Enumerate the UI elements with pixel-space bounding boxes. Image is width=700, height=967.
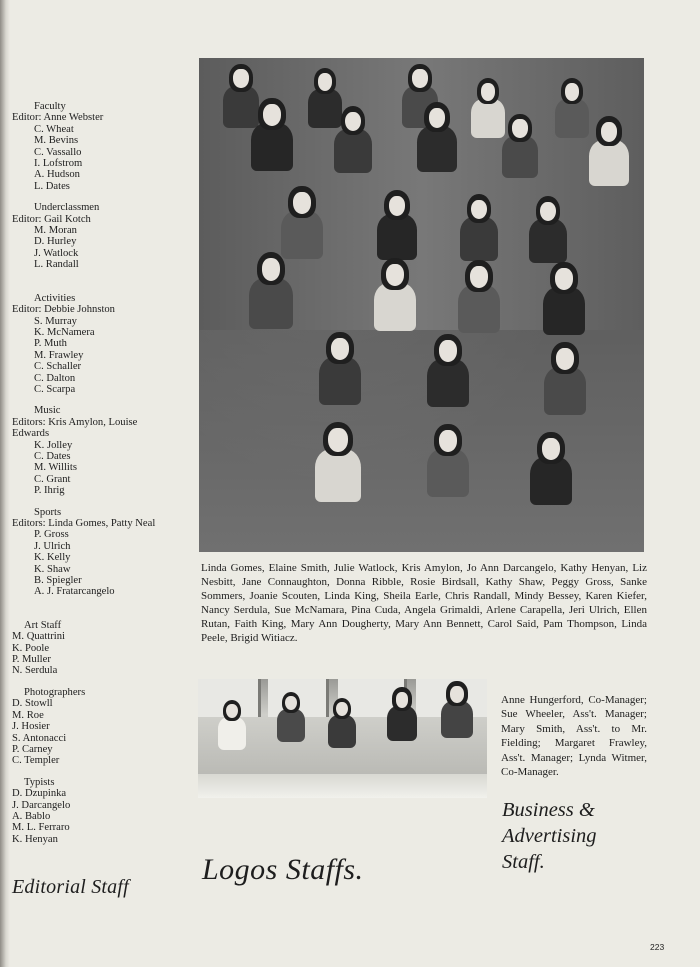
person-body <box>374 283 416 331</box>
person-face <box>542 438 560 460</box>
staff-member-name: J. Hosier <box>12 721 50 733</box>
person-body <box>555 99 589 139</box>
staff-member-name: M. Roe <box>12 709 44 721</box>
page-number: 223 <box>650 942 665 952</box>
photo-desk <box>198 774 487 798</box>
staff-section-title: Sports <box>34 506 62 518</box>
staff-member-name: C. Wheat <box>34 123 74 135</box>
staff-section-names <box>10 698 200 766</box>
staff-section <box>10 777 200 845</box>
staff-member-name: A. J. Fratarcangelo <box>34 586 115 598</box>
staff-section-editor: Editors: Kris Amylon, Louise Edwards <box>12 416 138 440</box>
staff-member-name: M. L. Ferraro <box>12 822 70 834</box>
staff-member-name: P. Ihrig <box>34 485 65 497</box>
person-body <box>377 214 417 260</box>
staff-member-name: I. Lofstrom <box>34 158 83 170</box>
person-body <box>249 278 293 329</box>
page-binding-shadow <box>0 0 10 967</box>
staff-section-names <box>10 529 200 597</box>
staff-member-name: S. Antonacci <box>12 732 67 744</box>
staff-member-name: D. Hurley <box>34 236 77 248</box>
staff-section <box>10 507 200 598</box>
staff-section-names <box>10 788 200 845</box>
person-body <box>328 715 357 748</box>
person-body <box>315 449 361 502</box>
person-face <box>439 340 457 362</box>
person-body <box>387 706 417 741</box>
staff-member-name: P. Gross <box>34 529 69 541</box>
staff-member-name: S. Murray <box>34 315 77 327</box>
person-body <box>589 140 629 186</box>
person-body <box>529 219 567 263</box>
staff-member-name: L. Dates <box>34 180 70 192</box>
person-body <box>319 357 361 405</box>
person-body <box>417 126 457 172</box>
staff-section-names <box>10 631 200 677</box>
staff-member-name: J. Ulrich <box>34 540 71 552</box>
staff-member-name: K. McNamera <box>34 326 95 338</box>
staff-member-name: C. Dalton <box>34 372 76 384</box>
person-face <box>293 192 311 214</box>
person-body <box>308 89 342 129</box>
staff-section-title: Faculty <box>34 101 66 112</box>
person-face <box>396 692 409 708</box>
staff-section <box>10 405 200 496</box>
person-face <box>556 348 574 370</box>
person-body <box>251 123 293 171</box>
business-title-line: Advertising <box>502 825 597 847</box>
staff-section-title: Photographers <box>24 686 86 698</box>
staff-section-title: Underclassmen <box>34 202 100 214</box>
person-body <box>441 701 473 738</box>
person-body <box>218 717 247 750</box>
staff-section <box>10 293 200 396</box>
business-staff-title <box>502 797 672 875</box>
staff-member-name: P. Carney <box>12 743 53 755</box>
staff-member-name: P. Muller <box>12 654 51 666</box>
staff-member-name: C. Grant <box>34 473 71 485</box>
person-body <box>544 367 586 415</box>
editorial-staff-heading: Editorial Staff <box>12 876 129 898</box>
staff-member-name: C. Templer <box>12 755 60 767</box>
person-face <box>263 104 281 126</box>
person-face <box>331 338 349 360</box>
staff-section-editor: Editor: Gail Kotch <box>12 213 91 225</box>
staff-member-name: K. Kelly <box>34 552 71 564</box>
staff-member-name: K. Henyan <box>12 833 58 845</box>
staff-member-name: M. Moran <box>34 225 77 237</box>
staff-member-name: C. Dates <box>34 450 71 462</box>
logos-staffs-title: Logos Staffs. <box>202 853 364 886</box>
logos-staff-group-photo <box>199 58 644 552</box>
person-body <box>502 136 538 178</box>
business-staff-photo <box>198 679 487 798</box>
staff-section-editor: Editor: Debbie Johnston <box>12 304 115 316</box>
editorial-staff-list <box>10 101 200 845</box>
staff-member-name: M. Quattrini <box>12 631 65 643</box>
person-body <box>460 217 498 261</box>
staff-member-name: C. Vassallo <box>34 146 82 158</box>
person-face <box>450 686 464 703</box>
person-face <box>386 264 404 286</box>
person-face <box>481 83 495 101</box>
person-body <box>334 129 372 173</box>
person-face <box>565 83 579 101</box>
staff-member-name: A. Bablo <box>12 810 51 822</box>
person-face <box>233 69 248 88</box>
person-face <box>412 69 427 88</box>
staff-member-name: J. Darcangelo <box>12 799 71 811</box>
person-face <box>318 73 332 91</box>
staff-member-name: K. Shaw <box>34 563 71 575</box>
staff-member-name: B. Spiegler <box>34 575 82 587</box>
person-body <box>223 86 259 128</box>
staff-member-name: D. Stowll <box>12 698 53 710</box>
person-body <box>458 285 500 333</box>
person-face <box>555 268 573 290</box>
staff-section <box>10 202 200 270</box>
staff-section-names <box>10 225 200 271</box>
staff-member-name: A. Hudson <box>34 169 80 181</box>
person-face <box>328 428 347 452</box>
group-photo-caption: Linda Gomes, Elaine Smith, Julie Watlock, Kris Amylon, Jo Ann Darcangelo, Kathy Henyan, Liz Nesbitt, Jane Connaughton, Donna Ribble, Rosie Birdsall, Kathy Shaw, Peggy Gross, Sanke Sommers, Joanie Scouten, Linda King, Sheila Earle, Chris Randall, Mindy Bessey, Karen Kiefer, Nancy Serdula, Sue McNamara, Pina Cuda, Angela Grimaldi, Arlene Carapella, Jeri Ulrich, Ellen Rutan, Faith King, Mary Ann Dougherty, Mary Ann Bennett, Carol Said, Pam Thompson, Linda Peele, Brigid Witiacz. <box>201 562 647 644</box>
person-body <box>277 709 306 742</box>
staff-section <box>10 620 200 677</box>
staff-section-editor: Editors: Linda Gomes, Patty Neal <box>12 518 156 529</box>
staff-member-name: K. Jolley <box>34 439 73 451</box>
staff-member-name: M. Willits <box>34 462 77 474</box>
staff-member-name: P. Muth <box>34 338 67 350</box>
person-body <box>543 287 585 335</box>
staff-member-name: C. Scarpa <box>34 383 76 395</box>
person-face <box>512 119 527 138</box>
business-staff-caption: Anne Hungerford, Co-Manager; Sue Wheeler, Ass't. Manager; Mary Smith, Ass't. to Mr. Fielding; Margaret Frawley, Ass't. Manager; Lynda Witmer, Co-Manager. <box>501 694 647 779</box>
staff-section <box>10 101 200 192</box>
staff-section-title: Art Staff <box>24 619 62 631</box>
staff-member-name: N. Serdula <box>12 665 58 677</box>
person-body <box>530 457 572 505</box>
staff-member-name: C. Schaller <box>34 361 82 373</box>
person-body <box>281 211 323 259</box>
staff-member-name: D. Dzupinka <box>12 788 67 800</box>
person-face <box>470 266 488 288</box>
staff-section-names <box>10 124 200 192</box>
person-body <box>427 449 469 497</box>
business-title-line: Staff. <box>502 851 545 873</box>
person-face <box>439 430 457 452</box>
staff-section-names <box>10 440 200 497</box>
person-face <box>262 258 280 281</box>
staff-member-name: J. Watlock <box>34 247 79 259</box>
staff-member-name: M. Frawley <box>34 349 84 361</box>
staff-section-title: Activities <box>34 292 76 304</box>
staff-section-title: Music <box>34 405 61 417</box>
staff-section-editor: Editor: Anne Webster <box>12 112 104 124</box>
staff-member-name: M. Bevins <box>34 135 79 147</box>
staff-section-names <box>10 316 200 396</box>
business-title-line: Business & <box>502 799 595 821</box>
staff-member-name: K. Poole <box>12 642 50 654</box>
person-body <box>427 359 469 407</box>
staff-section <box>10 687 200 767</box>
staff-member-name: L. Randall <box>34 259 79 271</box>
person-body <box>471 99 505 139</box>
staff-section-title: Typists <box>24 776 55 788</box>
